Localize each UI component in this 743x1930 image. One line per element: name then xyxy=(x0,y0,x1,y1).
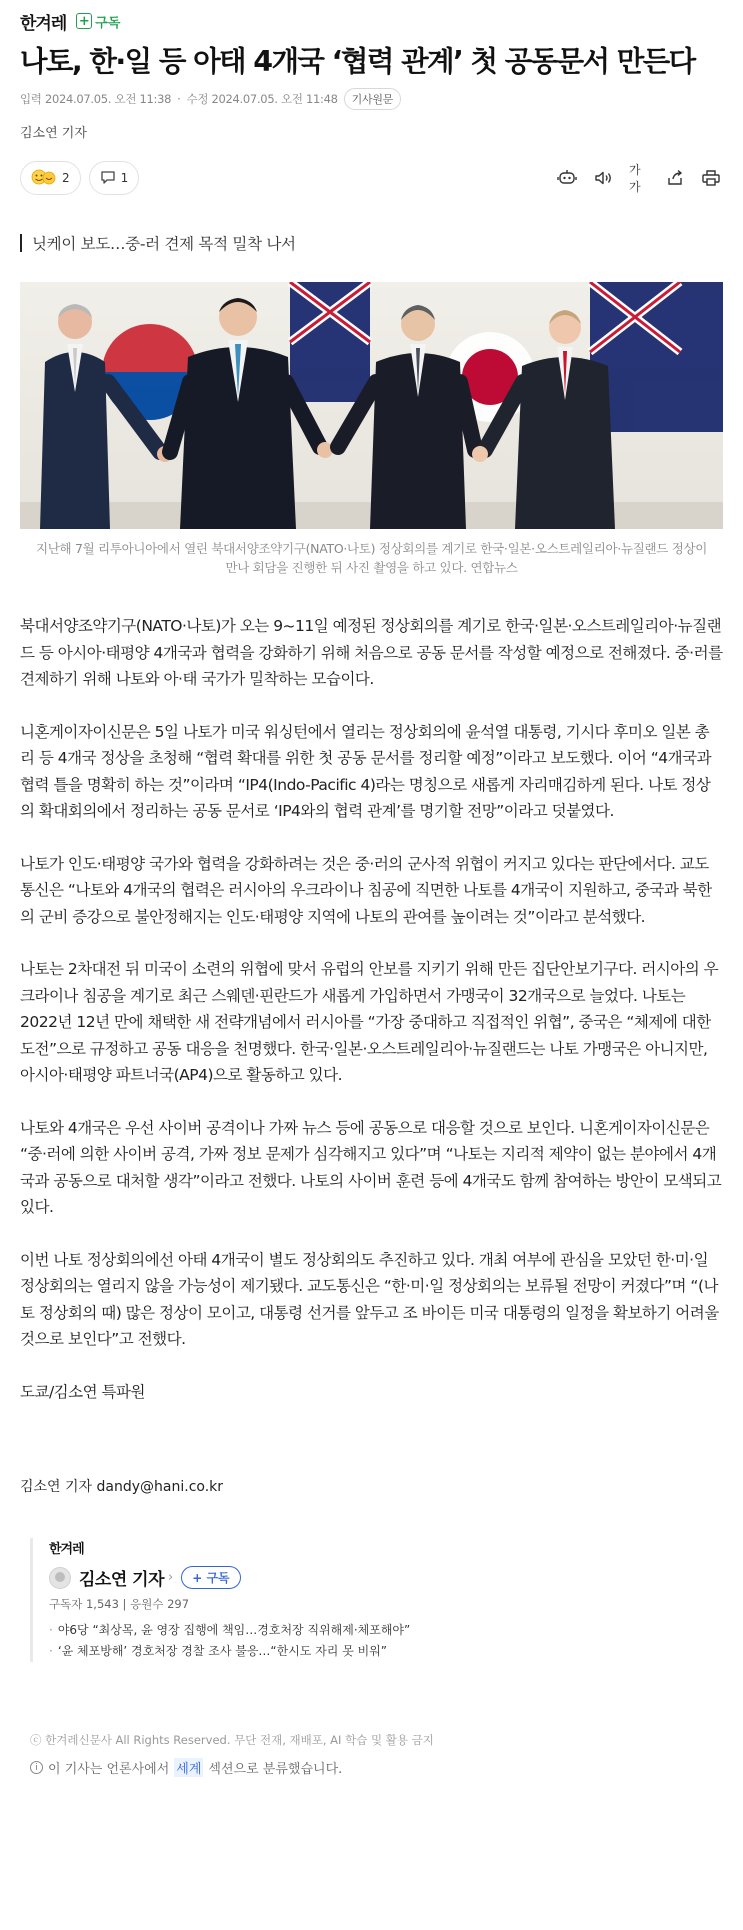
subscribe-button[interactable] xyxy=(76,12,120,31)
card-press-logo[interactable]: 한겨레 xyxy=(49,1542,84,1557)
share-icon[interactable] xyxy=(665,168,685,188)
original-article-button[interactable]: 기사원문 xyxy=(344,88,401,110)
subtitle-text: 닛케이 보도…중-러 견제 목적 밀착 나서 xyxy=(32,235,296,253)
classify-suffix: 섹션으로 분류했습니다. xyxy=(208,1762,343,1777)
article-meta xyxy=(20,88,723,110)
avatar[interactable] xyxy=(49,1567,71,1589)
related-article-link[interactable]: · ‘윤 체포방해’ 경호처장 경찰 조사 불응…“한시도 자리 못 비워” xyxy=(49,1641,723,1662)
article-photo[interactable] xyxy=(20,282,723,529)
subscribe-label: 구독 xyxy=(95,15,121,31)
article-subtitle xyxy=(20,232,723,254)
comment-count: 1 xyxy=(120,171,129,185)
photo-caption: 지난해 7월 리투아니아에서 열린 북대서양조약기구(NATO·나토) 정상회의를 계기로 한국·일본·오스트레일리아·뉴질랜드 정상이 만나 회담을 진행한 뒤 사진 촬영을 하고 있다. 연합뉴스 xyxy=(35,541,708,575)
reaction-button[interactable] xyxy=(20,161,81,195)
reporter-subscribe-button[interactable]: + 구독 xyxy=(181,1566,240,1589)
reporter-stats: 구독자 1,543 | 응원수 297 xyxy=(49,1597,190,1611)
article-paragraph: 나토가 인도·태평양 국가와 협력을 강화하려는 것은 중·러의 군사적 위협이 커지고 있다는 판단에서다. 교도통신은 “나토와 4개국의 협력은 러시아의 우크라이나 침공에 직면한 나토를 4개국이 지원하고, 중국과 북한의 군비 증강으로 불안정해지는 인도·태평양 지역에 나토의 관여를 높이려는 것”이라고 분석했다. xyxy=(20,854,712,926)
copyright: ⓒ 한겨레신문사 All Rights Reserved. 무단 전재, 재배포, AI 학습 및 활용 금지 xyxy=(30,1733,434,1747)
article-paragraph: 북대서양조약기구(NATO·나토)가 오는 9~11일 예정된 정상회의를 계기로 한국·일본·오스트레일리아·뉴질랜드 등 아시아·태평양 4개국과 협력을 강화하기 위해 처음으로 공동 문서를 작성할 예정으로 전해졌다. 중·러를 견제하기 위해 나토와 아·태 국가가 밀착하는 모습이다. xyxy=(20,617,723,688)
article-paragraph: 이번 나토 정상회의에선 아태 4개국이 별도 정상회의도 추진하고 있다. 개최 여부에 관심을 모았던 한·미·일 정상회의는 열리지 않을 가능성이 제기됐다. 교도통신은 “한·미·일 정상회의는 보류될 전망이 커졌다”며 “(나토 정상회의 때) 많은 정상이 모이고, 대통령 선거를 앞두고 조 바이든 미국 대통령의 일정을 확보하기 어려울 것으로 보인다”고 전했다. xyxy=(20,1250,719,1348)
related-article-link[interactable]: · 야6당 “최상목, 윤 영장 집행에 책임…경호처장 직위해제·체포해야” xyxy=(49,1620,723,1641)
modified-time: 수정 2024.07.05. 오전 11:48 xyxy=(186,92,338,106)
comment-button[interactable] xyxy=(89,161,140,195)
meta-separator: · xyxy=(177,92,181,106)
action-bar xyxy=(20,160,723,196)
section-link[interactable]: 세계 xyxy=(174,1758,203,1777)
subtitle-bar xyxy=(20,234,22,252)
reporter-row xyxy=(49,1565,723,1590)
reaction-count: 2 xyxy=(62,171,70,185)
article-paragraph: 나토와 4개국은 우선 사이버 공격이나 가짜 뉴스 등에 공동으로 대응할 것으로 보인다. 니혼게이자이신문은 “중·러에 의한 사이버 공격, 가짜 정보 문제가 심각해지고 있다”며 “나토는 지리적 제약이 없는 분야에서 4개국과 공동으로 대처할 생각”이라고 전했다. 나토의 사이버 훈련 등에 4개국도 함께 참여하는 방안이 모색되고 있다. xyxy=(20,1118,722,1216)
classify-prefix: 이 기사는 언론사에서 xyxy=(48,1762,170,1777)
reaction-group xyxy=(20,161,139,195)
reporter-card xyxy=(30,1538,723,1662)
emoji-reaction-icon xyxy=(31,169,57,188)
footer xyxy=(20,1732,723,1777)
press-logo[interactable]: 한겨레 xyxy=(20,13,67,34)
related-articles xyxy=(49,1620,723,1662)
font-size-icon[interactable]: 가가 xyxy=(629,163,641,194)
leaders-photo-illustration xyxy=(20,282,723,529)
summary-bot-icon[interactable] xyxy=(557,168,577,188)
article-body xyxy=(20,613,723,1405)
plus-icon: + xyxy=(76,13,92,29)
section-classification xyxy=(30,1758,723,1777)
article-paragraph: 나토는 2차대전 뒤 미국이 소련의 위협에 맞서 유럽의 안보를 지키기 위해 만든 집단안보기구다. 러시아의 우크라이나 침공을 계기로 최근 스웨덴·핀란드가 새롭게 가입하면서 가맹국이 32개국으로 늘었다. 나토는 2022년 12년 만에 채택한 새 전략개념에서 러시아를 “가장 중대하고 직접적인 위협”, 중국은 “체제에 대한 도전”으로 규정하고 공동 대응을 천명했다. 한국·일본·오스트레일리아·뉴질랜드는 나토 가맹국은 아니지만, 아시아·태평양 파트너국(AP4)으로 활동하고 있다. xyxy=(20,960,719,1084)
article-paragraph: 니혼게이자이신문은 5일 나토가 미국 워싱턴에서 열리는 정상회의에 윤석열 대통령, 기시다 후미오 일본 총리 등 4개국 정상을 초청해 “협력 확대를 위한 첫 공동 문서를 정리할 예정”이라고 보도했다. 이어 “4개국과 협력 틀을 명확히 하는 것”이라며 “IP4(Indo-Pacific 4)라는 명칭으로 새롭게 자리매김하게 된다. 나토 정상의 확대회의에서 정리하는 공동 문서로 ‘IP4와의 협력 관계’를 명기할 전망”이라고 덧붙였다. xyxy=(20,722,712,820)
input-time: 입력 2024.07.05. 오전 11:38 xyxy=(20,92,172,106)
print-icon[interactable] xyxy=(701,168,721,188)
press-header xyxy=(20,0,723,40)
chevron-right-icon: › xyxy=(168,1570,174,1585)
reporter-email[interactable]: 김소연 기자 dandy@hani.co.kr xyxy=(20,1479,224,1495)
info-icon: i xyxy=(30,1761,43,1774)
audio-icon[interactable] xyxy=(593,168,613,188)
byline[interactable]: 김소연 기자 xyxy=(20,126,87,141)
reporter-name[interactable]: 김소연 기자 xyxy=(79,1570,165,1590)
article-tools xyxy=(557,163,723,194)
comment-icon xyxy=(100,169,116,188)
article-headline: 나토, 한·일 등 아태 4개국 ‘협력 관계’ 첫 공동문서 만든다 xyxy=(20,45,695,78)
dateline: 도쿄/김소연 특파원 xyxy=(20,1382,145,1401)
